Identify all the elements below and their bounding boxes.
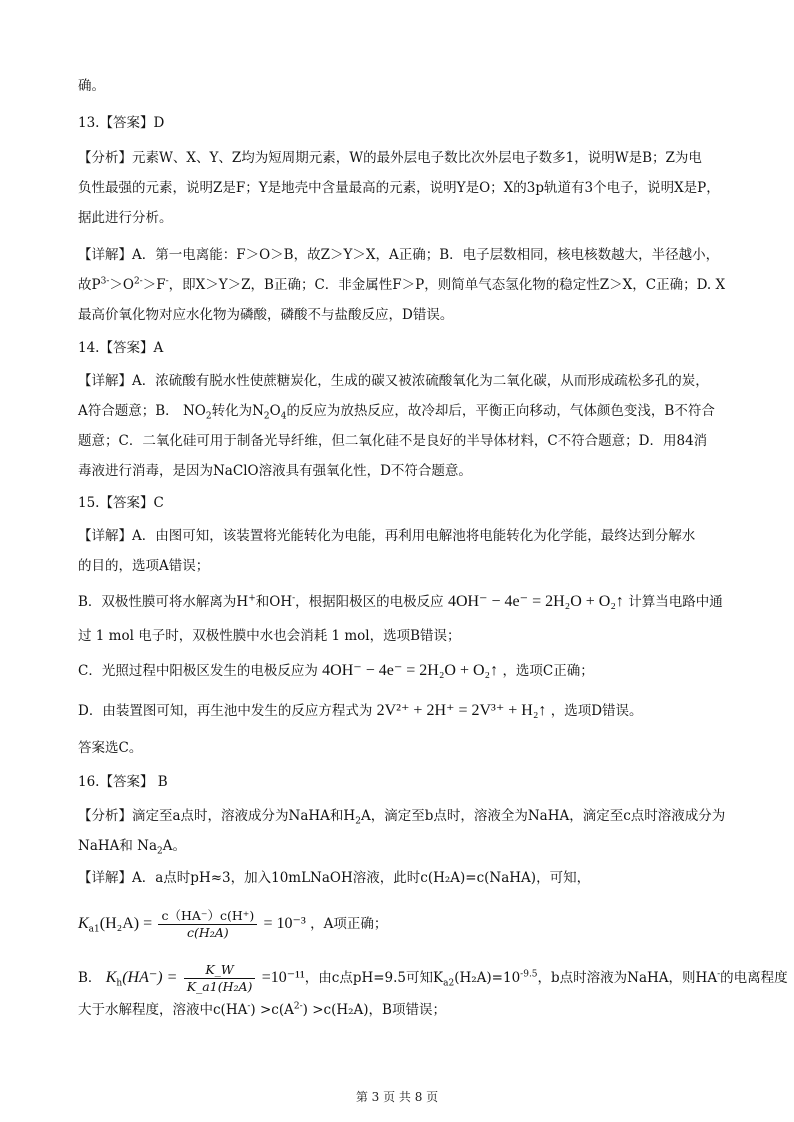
text-line: 【详解】A．a点时pH≈3，加入10mLNaOH溶液，此时c(H₂A)=c(NaHA)，可知，	[78, 870, 591, 886]
text-line: 最高价氧化物对应水化物为磷酸，磷酸不与盐酸反应，D错误。	[78, 307, 454, 323]
text-line: 【详解】A．第一电离能：F＞O＞B，故Z＞Y＞X，A正确；B．电子层数相同，核电核数越大，半径越小，	[78, 247, 720, 263]
text-line: 负性最强的元素，说明Z是F；Y是地壳中含量最高的元素，说明Y是O；X的3p轨道有3个电子，说明X是P，	[78, 180, 720, 196]
equation: 4OH⁻ − 4e⁻ = 2H₂O + O₂↑	[322, 662, 499, 679]
text-line: 答案选C。	[78, 740, 143, 756]
text-line: 毒液进行消毒，是因为NaClO溶液具有强氧化性，D不符合题意。	[78, 463, 472, 479]
text-line: 【详解】A．由图可知，该装置将光能转化为电能，再利用电解池将电能转化为化学能，最终达到分解水	[78, 528, 696, 544]
fraction: $\frac{c(HA^-)c(H^+)}{\text{c(H₂A)}}$	[158, 908, 257, 941]
equation-line: B． $K_h(HA^-)$ = $\frac{K\_W}{\text{K\_a1(H₂A)}}$ =10⁻¹¹，由c点pH=9.5可知$K_{a2}(H_2A)=10^{-9.5}$，b点时溶液为NaHA，则HA-的电离程度	[78, 962, 788, 994]
text-line: 【分析】元素W、X、Y、Z均为短周期元素，W的最外层电子数比次外层电子数多1，说明W是B；Z为电	[78, 150, 702, 166]
fraction: $\frac{K\_W}{\text{K\_a1(H₂A)}}$	[184, 962, 256, 995]
text-line: B．双极性膜可将水解离为H+和OH-，根据阳极区的电极反应 4OH⁻ − 4e⁻ = 2H₂O + O₂↑ 计算当电路中通	[78, 593, 723, 610]
equation: 2V²⁺ + 2H⁺ = 2V³⁺ + H₂↑	[376, 702, 547, 719]
text-line: 大于水解程度，溶液中$c(HA^-) >c(A^{2-}) >c(H_2A)$，B项错误；	[78, 1001, 446, 1018]
text-line: C．光照过程中阳极区发生的电极反应为 4OH⁻ − 4e⁻ = 2H₂O + O₂↑ ，选项C正确；	[78, 662, 594, 679]
text-line: NaHA和 $Na_2A$。	[78, 838, 187, 857]
text-line: 【分析】滴定至a点时，溶液成分为NaHA和$H_2A$，滴定至b点时，溶液全为NaHA，滴定至c点时溶液成分为	[78, 808, 726, 827]
text-line: 故$P^{3-}>O^{2-}>F^-$，即X＞Y＞Z，B正确；C．非金属性F＞P，则简单气态氢化物的稳定性Z＞X，C正确；D. X	[78, 276, 726, 293]
answer-heading-13: 13.【答案】D	[78, 115, 165, 131]
answer-heading-14: 14.【答案】A	[78, 340, 164, 356]
text-line: 确。	[78, 78, 105, 94]
text-line: 【详解】A．浓硫酸有脱水性使蔗糖炭化，生成的碳又被浓硫酸氧化为二氧化碳，从而形成疏松多孔的炭，	[78, 373, 709, 389]
text-line: D．由装置图可知，再生池中发生的反应方程式为 2V²⁺ + 2H⁺ = 2V³⁺ + H₂↑ ，选项D错误。	[78, 702, 643, 719]
answer-heading-15: 15.【答案】C	[78, 495, 164, 511]
equation: 4OH⁻ − 4e⁻ = 2H₂O + O₂↑	[447, 593, 624, 610]
equation-line: $K_{a1}(H_2A)$ = $\frac{c(HA^-)c(H^+)}{\text{c(H₂A)}}$ = 10⁻³ ，A项正确；	[78, 908, 388, 940]
text-line: A符合题意；B． $NO_2$转化为$N_2O_4$的反应为放热反应，故冷却后，平衡正向移动，气体颜色变浅，B不符合	[78, 403, 715, 422]
page-number: 第 3 页 共 8 页	[355, 1090, 439, 1104]
text-line: 题意；C．二氧化硅可用于制备光导纤维，但二氧化硅不是良好的半导体材料，C不符合题意；D．用84消	[78, 433, 708, 449]
text-line: 过 1 mol 电子时，双极性膜中水也会消耗 1 mol，选项B错误；	[78, 628, 461, 644]
text-line: 据此进行分析。	[78, 210, 173, 226]
answer-heading-16: 16.【答案】 B	[78, 774, 168, 790]
text-line: 的目的，选项A错误；	[78, 558, 210, 574]
